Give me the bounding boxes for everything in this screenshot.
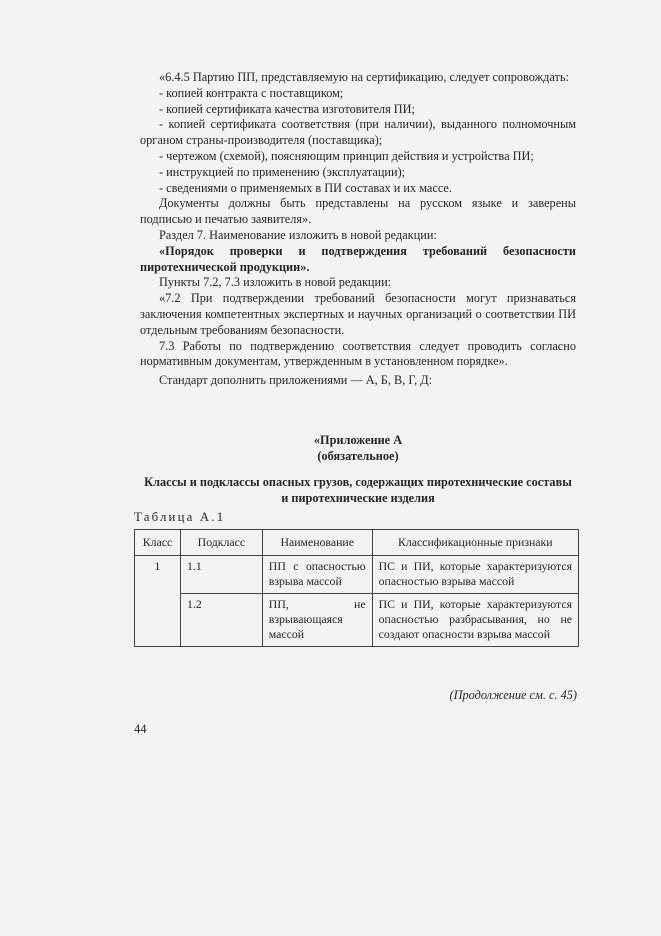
table-cell-subclass: 1.2	[180, 594, 262, 647]
table-row	[135, 594, 579, 647]
list-item: - копией сертификата качества изготовителя ПИ;	[159, 101, 415, 116]
table-row	[135, 556, 579, 594]
paragraph: 7.3 Работы по подтверждению соответствия следует проводить согласно нормативным документам, утвержденным в установленном порядке».	[140, 338, 576, 369]
continuation-note: (Продолжение см. с. 45)	[449, 688, 577, 702]
table-cell-class: 1	[135, 556, 181, 647]
paragraph: Документы должны быть представлены на русском языке и заверены подписью и печатью заявителя».	[140, 196, 576, 227]
appendix-title: «Приложение А	[313, 433, 403, 447]
list-item: - копией контракта с поставщиком;	[159, 85, 344, 100]
section-title: Классы и подклассы опасных грузов, содержащих пиротехнические составы и пиротехнические изделия	[144, 475, 572, 505]
table-header-row	[135, 530, 579, 556]
table-cell-subclass: 1.1	[180, 556, 262, 594]
appendix-status: (обязательное)	[317, 449, 399, 463]
classification-table	[134, 529, 579, 647]
table-cell-criteria: ПС и ПИ, которые характеризуются опасностью разбрасывания, но не создают опасности взрыва массой	[372, 594, 578, 647]
table-cell-name: ПП с опасностью взрыва массой	[262, 556, 372, 594]
table-cell-criteria: ПС и ПИ, которые характеризуются опасностью взрыва массой	[372, 556, 578, 594]
list-item: - инструкцией по применению (эксплуатации);	[159, 164, 406, 179]
appendix-heading	[140, 432, 576, 464]
column-header: Класс	[135, 530, 181, 556]
list-item: - копией сертификата соответствия (при наличии), выданного полномочным органом страны-производителя (поставщика);	[140, 117, 576, 148]
list-item: - чертежом (схемой), поясняющим принцип действия и устройства ПИ;	[159, 148, 534, 163]
body-text	[140, 70, 576, 389]
table-caption: Таблица А.1	[134, 510, 226, 524]
paragraph: Раздел 7. Наименование изложить в новой редакции:	[159, 227, 437, 242]
list-item: - сведениями о применяемых в ПИ составах и их массе.	[159, 180, 452, 195]
paragraph: «7.2 При подтверждении требований безопасности могут признаваться заключения компетентных экспертных и научных организаций о соответствии ПИ отдельным требованиям безопасности.	[140, 291, 576, 337]
column-header: Наименование	[262, 530, 372, 556]
paragraph: «6.4.5 Партию ПП, представляемую на сертификацию, следует сопровождать:	[159, 70, 569, 84]
paragraph: Стандарт дополнить приложениями — А, Б, В, Г, Д:	[159, 373, 433, 388]
page-number: 44	[134, 722, 147, 736]
column-header: Классификационные признаки	[372, 530, 578, 556]
section-heading-quote: «Порядок проверки и подтверждения требований безопасности пиротехнической продукции».	[140, 243, 576, 274]
paragraph: Пункты 7.2, 7.3 изложить в новой редакции:	[159, 275, 392, 290]
table-cell-name: ПП, не взрывающаяся массой	[262, 594, 372, 647]
column-header: Подкласс	[180, 530, 262, 556]
